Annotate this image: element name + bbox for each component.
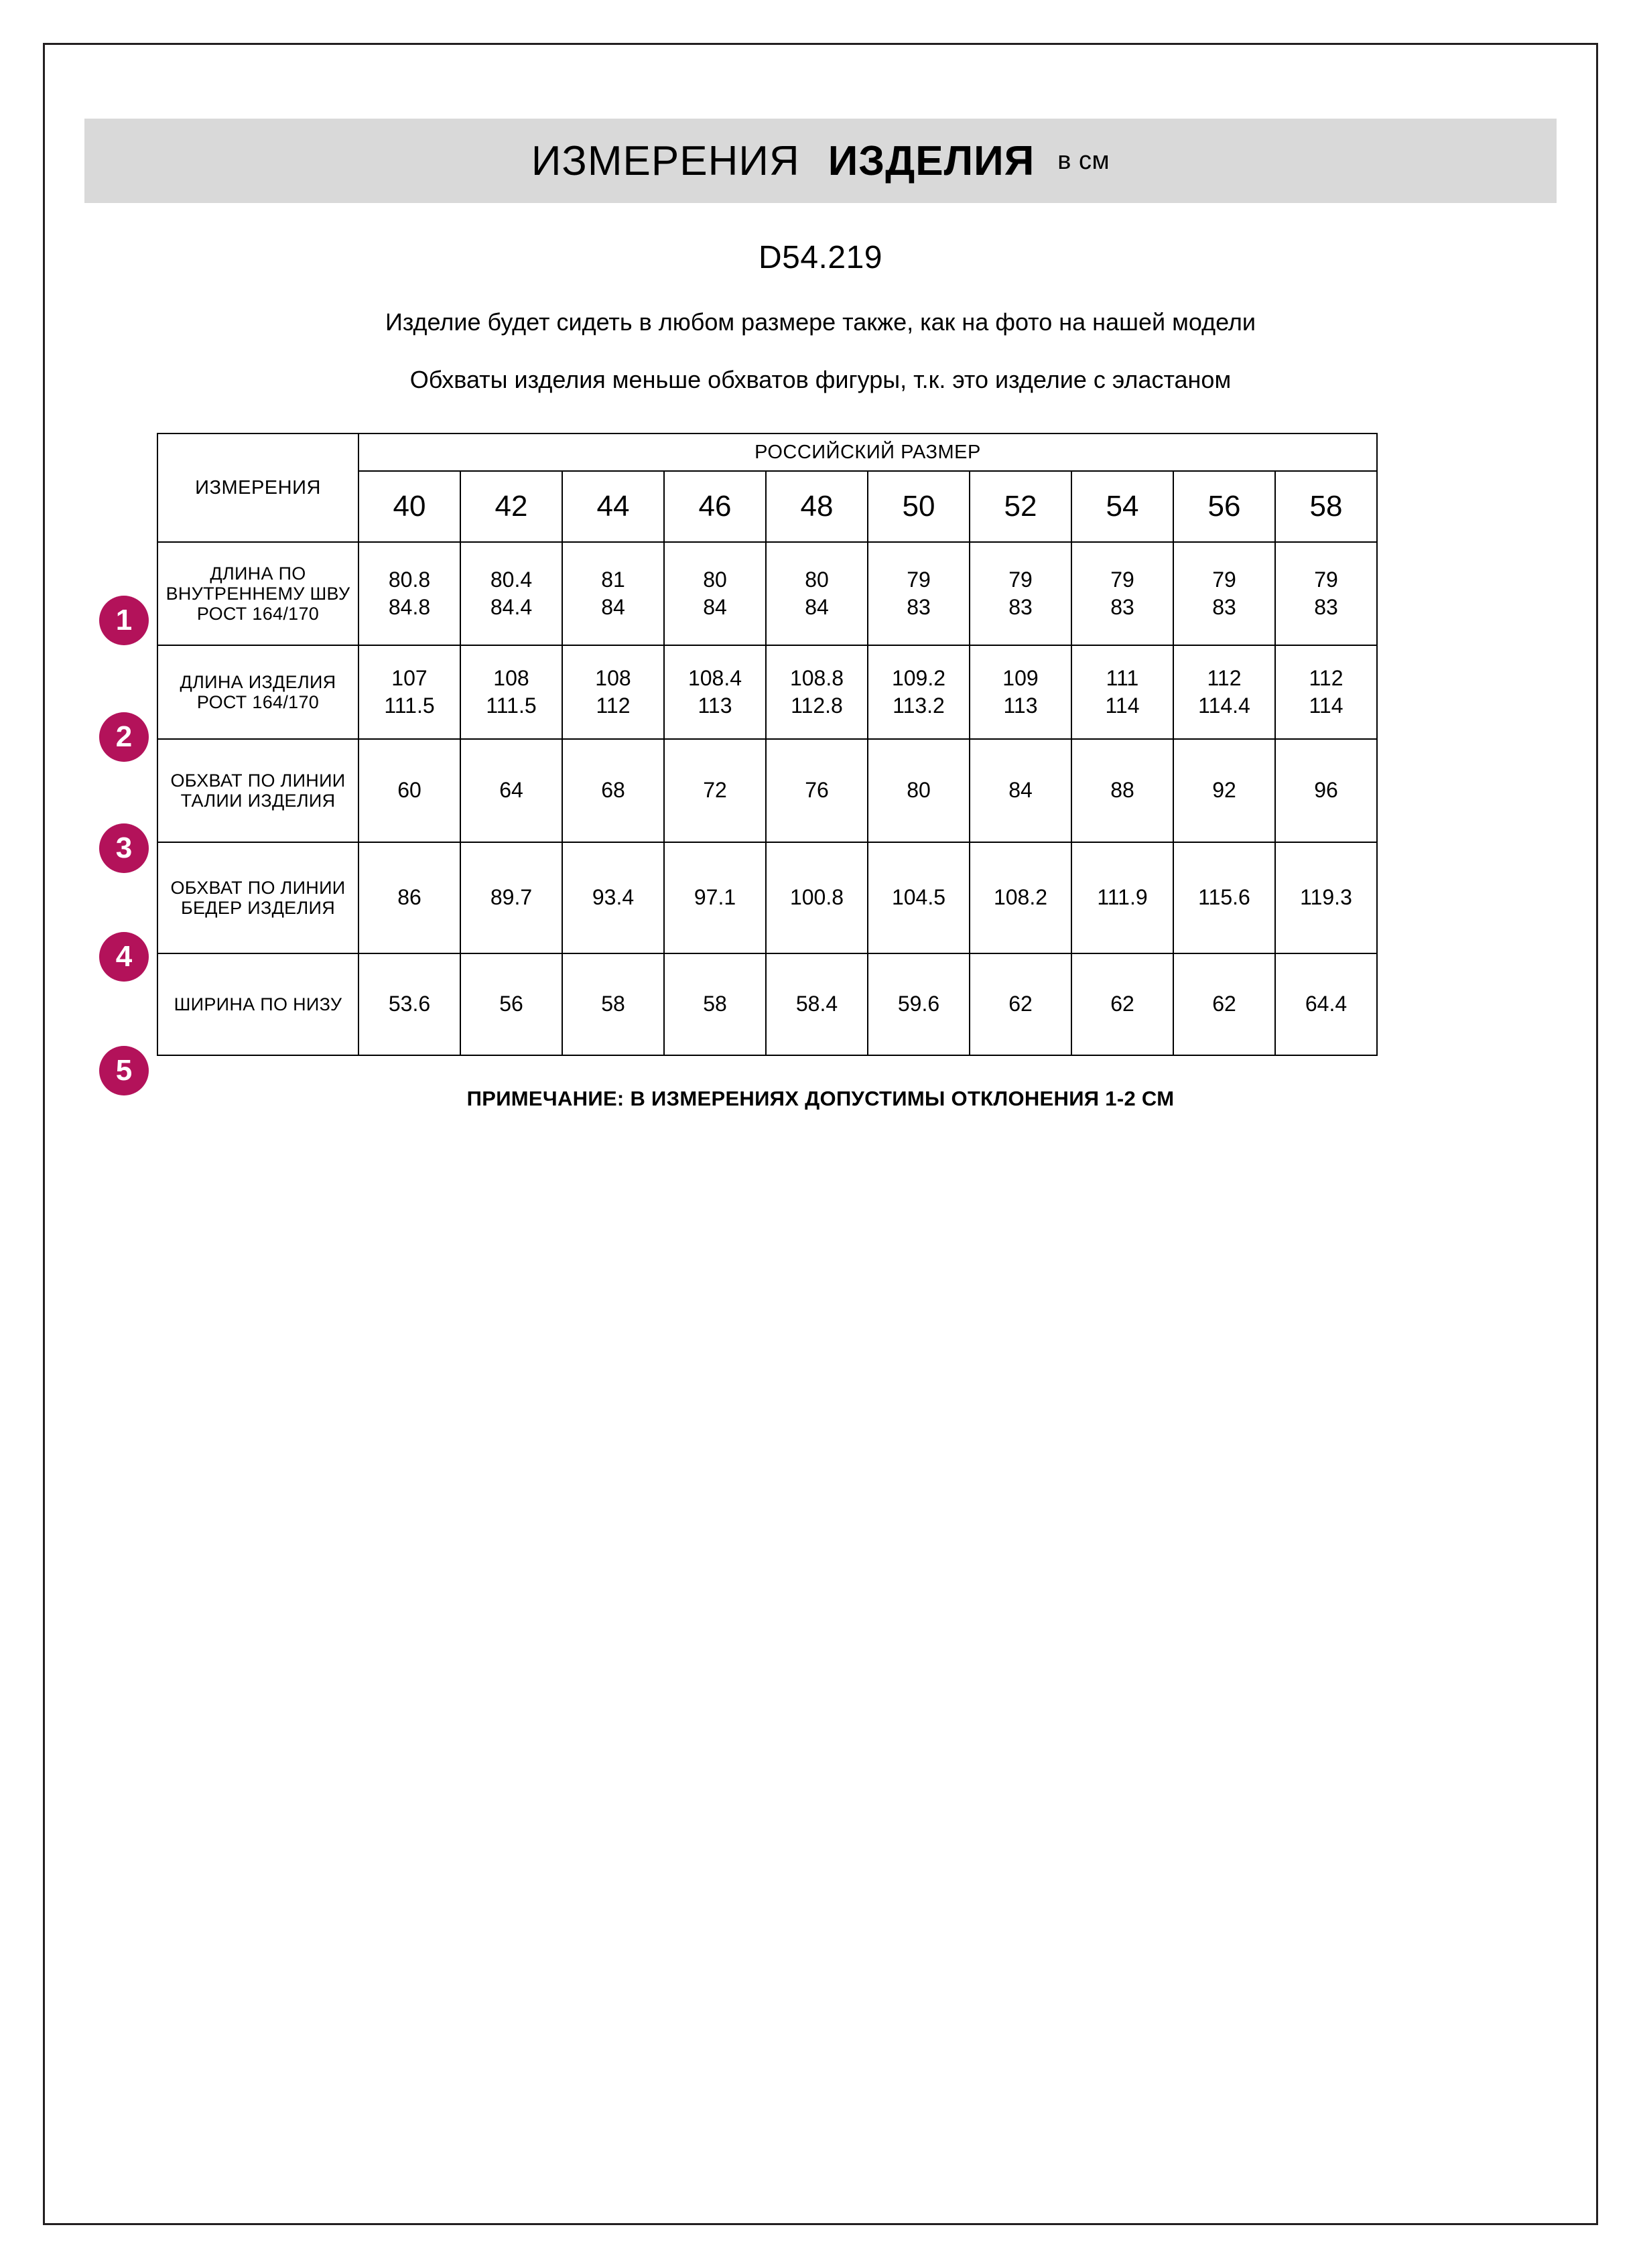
header-size-52: 52 [970,471,1071,542]
cell-bottom: 84 [703,595,727,620]
header-size-48: 48 [766,471,868,542]
cell-bottom: 83 [1314,595,1338,620]
table-row [157,842,1377,953]
cell-r5-c44: 58 [562,953,664,1055]
cell-r2-c46 [664,645,766,739]
page-content [44,119,1597,1111]
cell-bottom: 84.8 [388,595,431,620]
cell-top: 81 [601,567,625,592]
table-row [157,542,1377,645]
cell-bottom: 114.4 [1198,693,1250,718]
page-title-band [84,119,1557,203]
cell-r3-c58: 96 [1275,739,1377,842]
header-size-46: 46 [664,471,766,542]
cell-r3-c42: 64 [460,739,562,842]
cell-bottom: 113 [698,693,732,718]
cell-r5-c48: 58.4 [766,953,868,1055]
cell-r4-c58: 119.3 [1275,842,1377,953]
cell-r3-c48: 76 [766,739,868,842]
cell-r5-c40: 53.6 [358,953,460,1055]
page-title-secondary: ИЗДЕЛИЯ [828,137,1035,184]
cell-r3-c50: 80 [868,739,970,842]
cell-r1-c44 [562,542,664,645]
cell-top: 79 [1314,567,1338,592]
header-size-50: 50 [868,471,970,542]
header-size-58: 58 [1275,471,1377,542]
cell-bottom: 114 [1105,693,1140,718]
row-label-garment-length: ДЛИНА ИЗДЕЛИЯ РОСТ 164/170 [157,645,358,739]
cell-bottom: 113.2 [893,693,945,718]
cell-r3-c46: 72 [664,739,766,842]
cell-r2-c48 [766,645,868,739]
cell-r5-c54: 62 [1071,953,1173,1055]
cell-r5-c52: 62 [970,953,1071,1055]
cell-r4-c40: 86 [358,842,460,953]
cell-r2-c50 [868,645,970,739]
cell-r4-c54: 111.9 [1071,842,1173,953]
cell-top: 109 [1002,665,1039,690]
cell-top: 80.4 [490,567,533,592]
cell-r1-c50 [868,542,970,645]
cell-r1-c58 [1275,542,1377,645]
header-size-42: 42 [460,471,562,542]
cell-r1-c56 [1173,542,1275,645]
cell-r1-c52 [970,542,1071,645]
cell-r4-c48: 100.8 [766,842,868,953]
cell-top: 80 [703,567,727,592]
header-russian-size: РОССИЙСКИЙ РАЗМЕР [358,433,1377,471]
cell-r2-c58 [1275,645,1377,739]
cell-top: 112 [1309,665,1343,690]
row-badge-1: 1 [99,596,149,645]
size-table-wrapper [84,433,1557,1087]
cell-r2-c56 [1173,645,1275,739]
cell-top: 80 [805,567,829,592]
row-label-inseam-length: ДЛИНА ПО ВНУТРЕННЕМУ ШВУ РОСТ 164/170 [157,542,358,645]
cell-r4-c46: 97.1 [664,842,766,953]
page-title-primary: ИЗМЕРЕНИЯ [531,137,800,184]
cell-r3-c56: 92 [1173,739,1275,842]
cell-top: 108.4 [687,665,742,690]
cell-bottom: 112.8 [791,693,843,718]
cell-top: 108 [493,665,529,690]
row-badge-5: 5 [99,1046,149,1095]
cell-r4-c56: 115.6 [1173,842,1275,953]
cell-top: 108 [595,665,631,690]
cell-top: 108.8 [789,665,844,690]
cell-r1-c46 [664,542,766,645]
cell-r2-c40 [358,645,460,739]
cell-bottom: 114 [1309,693,1343,718]
intro-line-2: Обхваты изделия меньше обхватов фигуры, т.к. это изделие с эластаном [409,366,1232,394]
header-size-40: 40 [358,471,460,542]
cell-r1-c48 [766,542,868,645]
cell-r1-c42 [460,542,562,645]
cell-top: 112 [1207,665,1242,690]
header-measurements-label: ИЗМЕРЕНИЯ [157,433,358,542]
page-title-units: в см [1057,146,1110,175]
cell-top: 79 [1110,567,1134,592]
cell-top: 79 [907,567,931,592]
cell-bottom: 83 [1110,595,1134,620]
table-row [157,739,1377,842]
cell-bottom: 111.5 [384,693,435,718]
cell-r3-c52: 84 [970,739,1071,842]
row-badge-2: 2 [99,712,149,762]
cell-top: 80.8 [388,567,431,592]
row-label-waist: ОБХВАТ ПО ЛИНИИ ТАЛИИ ИЗДЕЛИЯ [157,739,358,842]
row-badge-3: 3 [99,823,149,873]
cell-top: 107 [391,665,428,690]
header-size-54: 54 [1071,471,1173,542]
row-label-leg-opening: ШИРИНА ПО НИЗУ [157,953,358,1055]
size-table [157,433,1378,1056]
cell-bottom: 113 [1003,693,1038,718]
cell-bottom: 84 [805,595,829,620]
cell-r2-c42 [460,645,562,739]
header-size-56: 56 [1173,471,1275,542]
row-label-hips: ОБХВАТ ПО ЛИНИИ БЕДЕР ИЗДЕЛИЯ [157,842,358,953]
table-row [157,645,1377,739]
cell-r4-c44: 93.4 [562,842,664,953]
cell-r5-c42: 56 [460,953,562,1055]
cell-r4-c52: 108.2 [970,842,1071,953]
cell-top: 109.2 [891,665,946,690]
table-row [157,953,1377,1055]
cell-r5-c50: 59.6 [868,953,970,1055]
cell-top: 79 [1212,567,1236,592]
cell-r5-c46: 58 [664,953,766,1055]
cell-r3-c44: 68 [562,739,664,842]
cell-r3-c40: 60 [358,739,460,842]
row-badge-4: 4 [99,932,149,982]
cell-r4-c42: 89.7 [460,842,562,953]
table-group-header-row [157,433,1377,471]
cell-r2-c52 [970,645,1071,739]
cell-r2-c44 [562,645,664,739]
cell-r4-c50: 104.5 [868,842,970,953]
article-code: D54.219 [759,240,882,275]
cell-top: 111 [1106,665,1139,690]
cell-r2-c54 [1071,645,1173,739]
cell-bottom: 112 [596,693,631,718]
cell-bottom: 83 [1008,595,1033,620]
cell-bottom: 84 [601,595,625,620]
cell-r1-c40 [358,542,460,645]
cell-r5-c58: 64.4 [1275,953,1377,1055]
cell-r1-c54 [1071,542,1173,645]
cell-bottom: 83 [907,595,931,620]
measurement-note: ПРИМЕЧАНИЕ: В ИЗМЕРЕНИЯХ ДОПУСТИМЫ ОТКЛОНЕНИЯ 1-2 СМ [466,1087,1175,1111]
header-size-44: 44 [562,471,664,542]
cell-bottom: 83 [1212,595,1236,620]
cell-bottom: 111.5 [486,693,537,718]
cell-r5-c56: 62 [1173,953,1275,1055]
cell-top: 79 [1008,567,1033,592]
cell-bottom: 84.4 [490,595,533,620]
intro-line-1: Изделие будет сидеть в любом размере также, как на фото на нашей модели [385,308,1256,336]
cell-r3-c54: 88 [1071,739,1173,842]
